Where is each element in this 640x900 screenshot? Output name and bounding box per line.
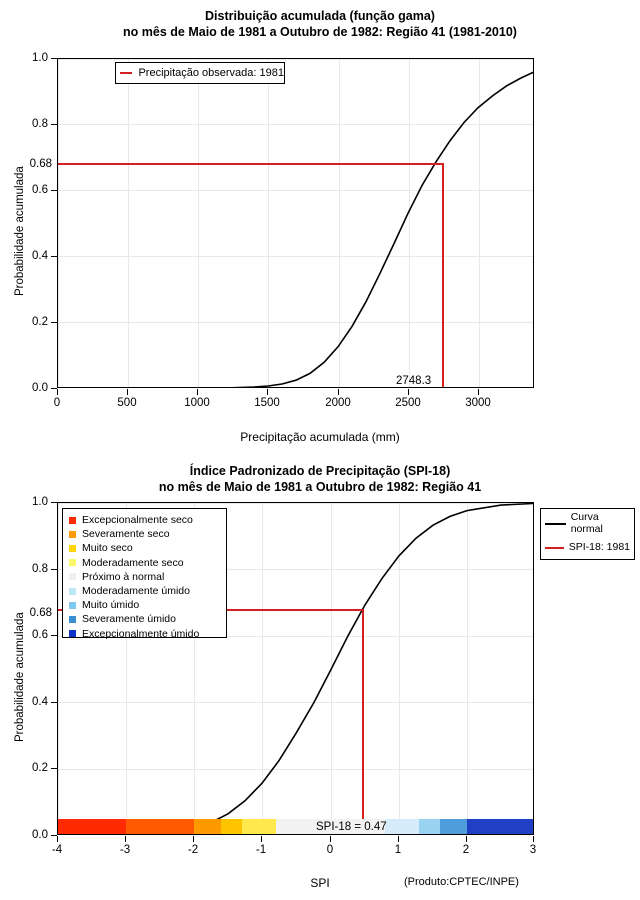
- observed-probability-line: [58, 163, 443, 165]
- legend-observed: [115, 62, 285, 84]
- legend-class-row: [69, 627, 220, 641]
- x-tick-bottom-5: 1: [394, 844, 402, 856]
- y-tick-bottom-1: 0.2: [32, 762, 48, 774]
- y-tick-bottom-5: 1.0: [32, 496, 48, 508]
- x-tickmark: [398, 836, 399, 842]
- x-tickmark: [125, 836, 126, 842]
- legend-class-row: [69, 527, 220, 541]
- legend-label-spi: SPI-18: 1981: [568, 541, 630, 554]
- chart-title-line2: no mês de Maio de 1981 a Outubro de 1982: Região 41 (1981-2010): [123, 25, 517, 39]
- y-tick-top-2: 0.4: [32, 250, 48, 262]
- chart-title-bottom: [0, 463, 640, 495]
- legend-label-normal-curve: Curva normal: [570, 511, 603, 535]
- legend-label-observed: Precipitação observada: 1981: [138, 67, 284, 79]
- x-tick-top-1: 500: [117, 397, 137, 409]
- spi-bar-segment: [440, 819, 467, 835]
- spi-bar-segment: [242, 819, 276, 835]
- spi-value-annotation: SPI-18 = 0.47: [316, 821, 387, 833]
- legend-curve-row-normal: [545, 512, 630, 535]
- x-axis-title-top: Precipitação acumulada (mm): [240, 430, 400, 444]
- observed-precipitation-line: [442, 163, 444, 388]
- x-tickmark: [330, 836, 331, 842]
- legend-class-label: Muito úmido: [82, 599, 140, 612]
- gamma-cdf-curve: [58, 59, 534, 388]
- legend-class-label: Muito seco: [82, 542, 133, 555]
- legend-row-observed: [116, 63, 284, 83]
- x-tick-bottom-7: 3: [529, 844, 537, 856]
- legend-color-swatch: [69, 517, 76, 524]
- x-tickmark: [57, 389, 58, 395]
- annotation-accumulated-precip: 2748.3: [396, 375, 432, 387]
- y-tick-top-highlight: 0.68: [29, 158, 52, 170]
- credit-label: (Produto:CPTEC/INPE): [404, 876, 519, 888]
- x-tick-top-3: 1500: [254, 397, 280, 409]
- y-axis-title-top: Probabilidade acumulada: [14, 166, 26, 296]
- x-tickmark: [533, 836, 534, 842]
- legend-class-label: Moderadamente seco: [82, 556, 184, 569]
- y-tick-top-3: 0.6: [32, 184, 48, 196]
- legend-spi-classes: [62, 508, 227, 638]
- x-tick-top-6: 3000: [465, 397, 491, 409]
- plot-area-top: [57, 58, 534, 388]
- x-tick-top-2: 1000: [184, 397, 210, 409]
- chart-title-top: [0, 8, 640, 40]
- x-tick-bottom-1: -3: [119, 844, 131, 856]
- chart-title-line1: Distribuição acumulada (função gama): [205, 9, 435, 23]
- x-tickmark: [267, 389, 268, 395]
- y-tick-bottom-3: 0.6: [32, 629, 48, 641]
- x-tickmark: [261, 836, 262, 842]
- spi-class-colorbar: [58, 819, 534, 835]
- x-tick-bottom-6: 2: [462, 844, 470, 856]
- spi-bar-segment: [385, 819, 419, 835]
- legend-class-row: [69, 584, 220, 598]
- legend-class-row: [69, 570, 220, 584]
- spi-bar-segment: [467, 819, 534, 835]
- spi-bar-segment: [221, 819, 242, 835]
- x-tick-bottom-3: -1: [255, 844, 267, 856]
- legend-line-icon: [545, 523, 566, 525]
- spi-bar-segment: [194, 819, 221, 835]
- x-tick-top-0: 0: [53, 397, 61, 409]
- y-tick-bottom-2: 0.4: [32, 696, 48, 708]
- legend-color-swatch: [69, 602, 76, 609]
- x-tick-bottom-0: -4: [51, 844, 63, 856]
- legend-class-row: [69, 556, 220, 570]
- legend-color-swatch: [69, 588, 76, 595]
- y-axis-title-bottom: Probabilidade acumulada: [14, 612, 26, 742]
- legend-class-label: Próximo à normal: [82, 570, 165, 583]
- legend-class-row: [69, 598, 220, 612]
- legend-color-swatch: [69, 573, 76, 580]
- legend-class-label: Severamente seco: [82, 528, 170, 541]
- y-tick-bottom-4: 0.8: [32, 563, 48, 575]
- legend-color-swatch: [69, 545, 76, 552]
- legend-line-icon: [545, 547, 564, 549]
- legend-line-icon: [120, 72, 132, 74]
- spi-value-line: [362, 609, 364, 825]
- legend-class-label: Moderadamente úmido: [82, 585, 190, 598]
- spi-bar-segment: [58, 819, 126, 835]
- legend-color-swatch: [69, 531, 76, 538]
- y-tick-top-0: 0.0: [32, 382, 48, 394]
- x-tickmark: [466, 836, 467, 842]
- spi-bar-segment: [419, 819, 440, 835]
- x-tickmark: [478, 389, 479, 395]
- legend-class-row: [69, 541, 220, 555]
- legend-class-label: Severamente úmido: [82, 613, 176, 626]
- legend-class-row: [69, 612, 220, 626]
- x-axis-title-bottom: SPI: [310, 876, 330, 890]
- x-tickmark: [193, 836, 194, 842]
- legend-color-swatch: [69, 616, 76, 623]
- x-tick-top-5: 2500: [395, 397, 421, 409]
- legend-curves: [540, 508, 635, 560]
- legend-class-row: [69, 513, 220, 527]
- x-tick-top-4: 2000: [325, 397, 351, 409]
- x-tick-bottom-2: -2: [187, 844, 199, 856]
- spi-bar-segment: [126, 819, 194, 835]
- legend-class-label: Excepcionalmente seco: [82, 514, 193, 527]
- legend-class-label: Excepcionalmente úmido: [82, 627, 200, 640]
- x-tickmark: [127, 389, 128, 395]
- y-tick-bottom-highlight: 0.68: [29, 607, 52, 619]
- x-tick-bottom-4: 0: [326, 844, 334, 856]
- chart-title-line1-bottom: Índice Padronizado de Precipitação (SPI-18): [189, 464, 451, 478]
- y-tick-top-4: 0.8: [32, 118, 48, 130]
- x-tickmark: [338, 389, 339, 395]
- y-tick-top-1: 0.2: [32, 316, 48, 328]
- legend-curve-row-spi: [545, 541, 630, 555]
- x-tickmark: [408, 389, 409, 395]
- y-tick-bottom-0: 0.0: [32, 829, 48, 841]
- chart-title-line2-bottom: no mês de Maio de 1981 a Outubro de 1982: Região 41: [158, 480, 482, 494]
- x-tickmark: [57, 836, 58, 842]
- x-tickmark: [197, 389, 198, 395]
- legend-color-swatch: [69, 559, 76, 566]
- legend-color-swatch: [69, 630, 76, 637]
- y-tick-top-5: 1.0: [32, 52, 48, 64]
